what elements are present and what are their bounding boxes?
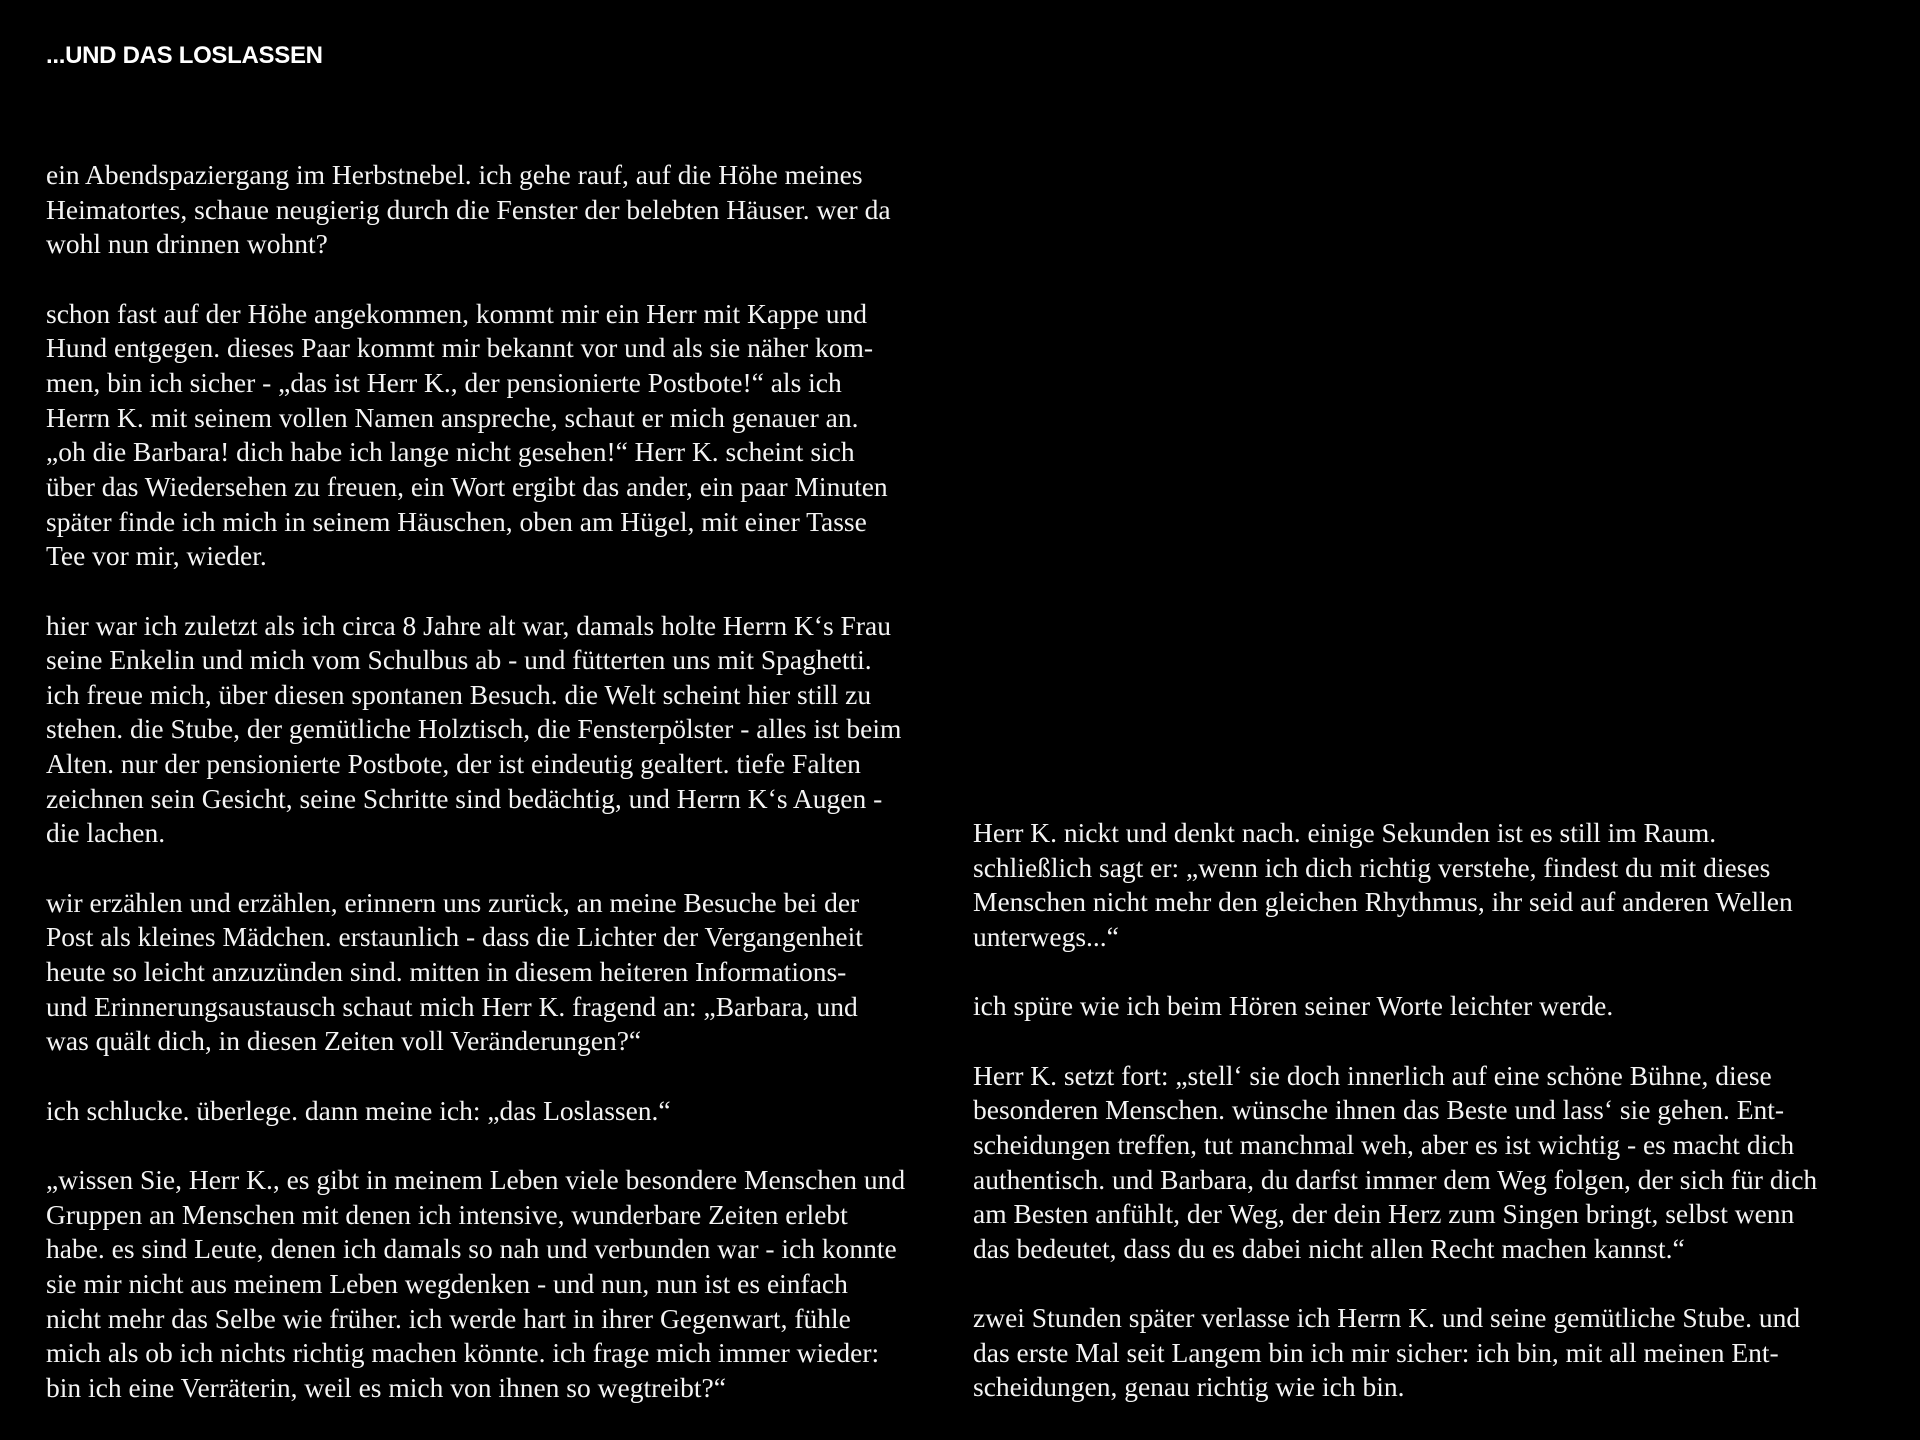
text-line: habe. es sind Leute, denen ich damals so nah und verbunden war - ich konnte: [46, 1233, 897, 1265]
text-line: Tee vor mir, wieder.: [46, 540, 267, 572]
text-line: zwei Stunden später verlasse ich Herrn K. und seine gemütliche Stube. und: [973, 1302, 1801, 1334]
text-line: Herr K. nickt und denkt nach. einige Sekunden ist es still im Raum.: [973, 817, 1717, 848]
text-line: scheidungen treffen, tut manchmal weh, aber es ist wichtig - es macht dich: [973, 1128, 1795, 1160]
paragraph: [973, 1301, 1873, 1405]
text-line: Herr K. setzt fort: „stell‘ sie doch innerlich auf eine schöne Bühne, diese: [973, 1059, 1772, 1091]
text-line: scheidungen, genau richtig wie ich bin.: [973, 1371, 1405, 1403]
text-line: heute so leicht anzuzünden sind. mitten in diesem heiteren Informations-: [46, 956, 847, 988]
paragraph: [46, 1094, 946, 1129]
text-line: „wissen Sie, Herr K., es gibt in meinem Leben viele besondere Menschen und: [46, 1163, 906, 1195]
text-line: seine Enkelin und mich vom Schulbus ab - und fütterten uns mit Spaghetti.: [46, 644, 872, 676]
text-line: sie mir nicht aus meinem Leben wegdenken - und nun, nun ist es einfach: [46, 1267, 848, 1299]
text-line: Post als kleines Mädchen. erstaunlich - dass die Lichter der Vergangenheit: [46, 921, 863, 953]
text-line: bin ich eine Verräterin, weil es mich von ihnen so wegtreibt?“: [46, 1371, 726, 1403]
paragraph: [973, 1059, 1873, 1267]
text-line: zeichnen sein Gesicht, seine Schritte sind bedächtig, und Herrn K‘s Augen -: [46, 782, 883, 814]
text-line: was quält dich, in diesen Zeiten voll Veränderungen?“: [46, 1025, 642, 1057]
text-line: men, bin ich sicher - „das ist Herr K., der pensionierte Postbote!“ als ich: [46, 366, 842, 398]
text-line: besonderen Menschen. wünsche ihnen das Beste und lass‘ sie gehen. Ent-: [973, 1094, 1785, 1126]
text-line: schließlich sagt er: „wenn ich dich richtig verstehe, findest du mit dieses: [973, 851, 1771, 883]
text-line: wir erzählen und erzählen, erinnern uns zurück, an meine Besuche bei der: [46, 886, 860, 918]
paragraph: [46, 609, 946, 852]
text-line: Herrn K. mit seinem vollen Namen anspreche, schaut er mich genauer an.: [46, 401, 859, 433]
text-line: ich spüre wie ich beim Hören seiner Worte leichter werde.: [973, 990, 1614, 1022]
text-line: Heimatortes, schaue neugierig durch die Fenster der belebten Häuser. wer da: [46, 193, 891, 225]
text-line: Alten. nur der pensionierte Postbote, der ist eindeutig gealtert. tiefe Falten: [46, 748, 861, 780]
text-line: Hund entgegen. dieses Paar kommt mir bekannt vor und als sie näher kom-: [46, 332, 874, 364]
text-line: mich als ob ich nichts richtig machen könnte. ich frage mich immer wieder:: [46, 1337, 880, 1369]
right-column: [973, 816, 1873, 1440]
text-line: hier war ich zuletzt als ich circa 8 Jahre alt war, damals holte Herrn K‘s Frau: [46, 609, 891, 641]
text-line: ein Abendspaziergang im Herbstnebel. ich gehe rauf, auf die Höhe meines: [46, 159, 863, 190]
text-line: stehen. die Stube, der gemütliche Holztisch, die Fensterpölster - alles ist beim: [46, 713, 902, 745]
left-column: [46, 158, 946, 1440]
paragraph: [46, 158, 946, 262]
text-line: nicht mehr das Selbe wie früher. ich werde hart in ihrer Gegenwart, fühle: [46, 1302, 851, 1334]
text-line: unterwegs...“: [973, 920, 1119, 952]
text-line: die lachen.: [46, 817, 166, 849]
paragraph: [46, 297, 946, 574]
text-line: am Besten anfühlt, der Weg, der dein Herz zum Singen bringt, selbst wenn: [973, 1198, 1795, 1230]
paragraph: [973, 989, 1873, 1024]
text-line: Gruppen an Menschen mit denen ich intensive, wunderbare Zeiten erlebt: [46, 1198, 848, 1230]
text-line: ich freue mich, über diesen spontanen Besuch. die Welt scheint hier still zu: [46, 678, 872, 710]
text-line: „oh die Barbara! dich habe ich lange nicht gesehen!“ Herr K. scheint sich: [46, 436, 855, 468]
text-line: das erste Mal seit Langem bin ich mir sicher: ich bin, mit all meinen Ent-: [973, 1336, 1779, 1368]
text-line: wohl nun drinnen wohnt?: [46, 228, 328, 260]
text-line: ich schlucke. überlege. dann meine ich: „das Loslassen.“: [46, 1094, 671, 1126]
text-line: und Erinnerungsaustausch schaut mich Herr K. fragend an: „Barbara, und: [46, 990, 858, 1022]
text-line: über das Wiedersehen zu freuen, ein Wort ergibt das ander, ein paar Minuten: [46, 470, 888, 502]
text-line: später finde ich mich in seinem Häuschen, oben am Hügel, mit einer Tasse: [46, 505, 867, 537]
paragraph: [46, 1163, 946, 1406]
text-line: Menschen nicht mehr den gleichen Rhythmus, ihr seid auf anderen Wellen: [973, 886, 1793, 918]
page-title: ...UND DAS LOSLASSEN: [46, 42, 323, 69]
text-line: schon fast auf der Höhe angekommen, kommt mir ein Herr mit Kappe und: [46, 297, 867, 329]
paragraph: [46, 886, 946, 1059]
text-line: authentisch. und Barbara, du darfst immer dem Weg folgen, der sich für dich: [973, 1163, 1818, 1195]
paragraph: [973, 816, 1873, 955]
text-line: das bedeutet, dass du es dabei nicht allen Recht machen kannst.“: [973, 1232, 1685, 1264]
